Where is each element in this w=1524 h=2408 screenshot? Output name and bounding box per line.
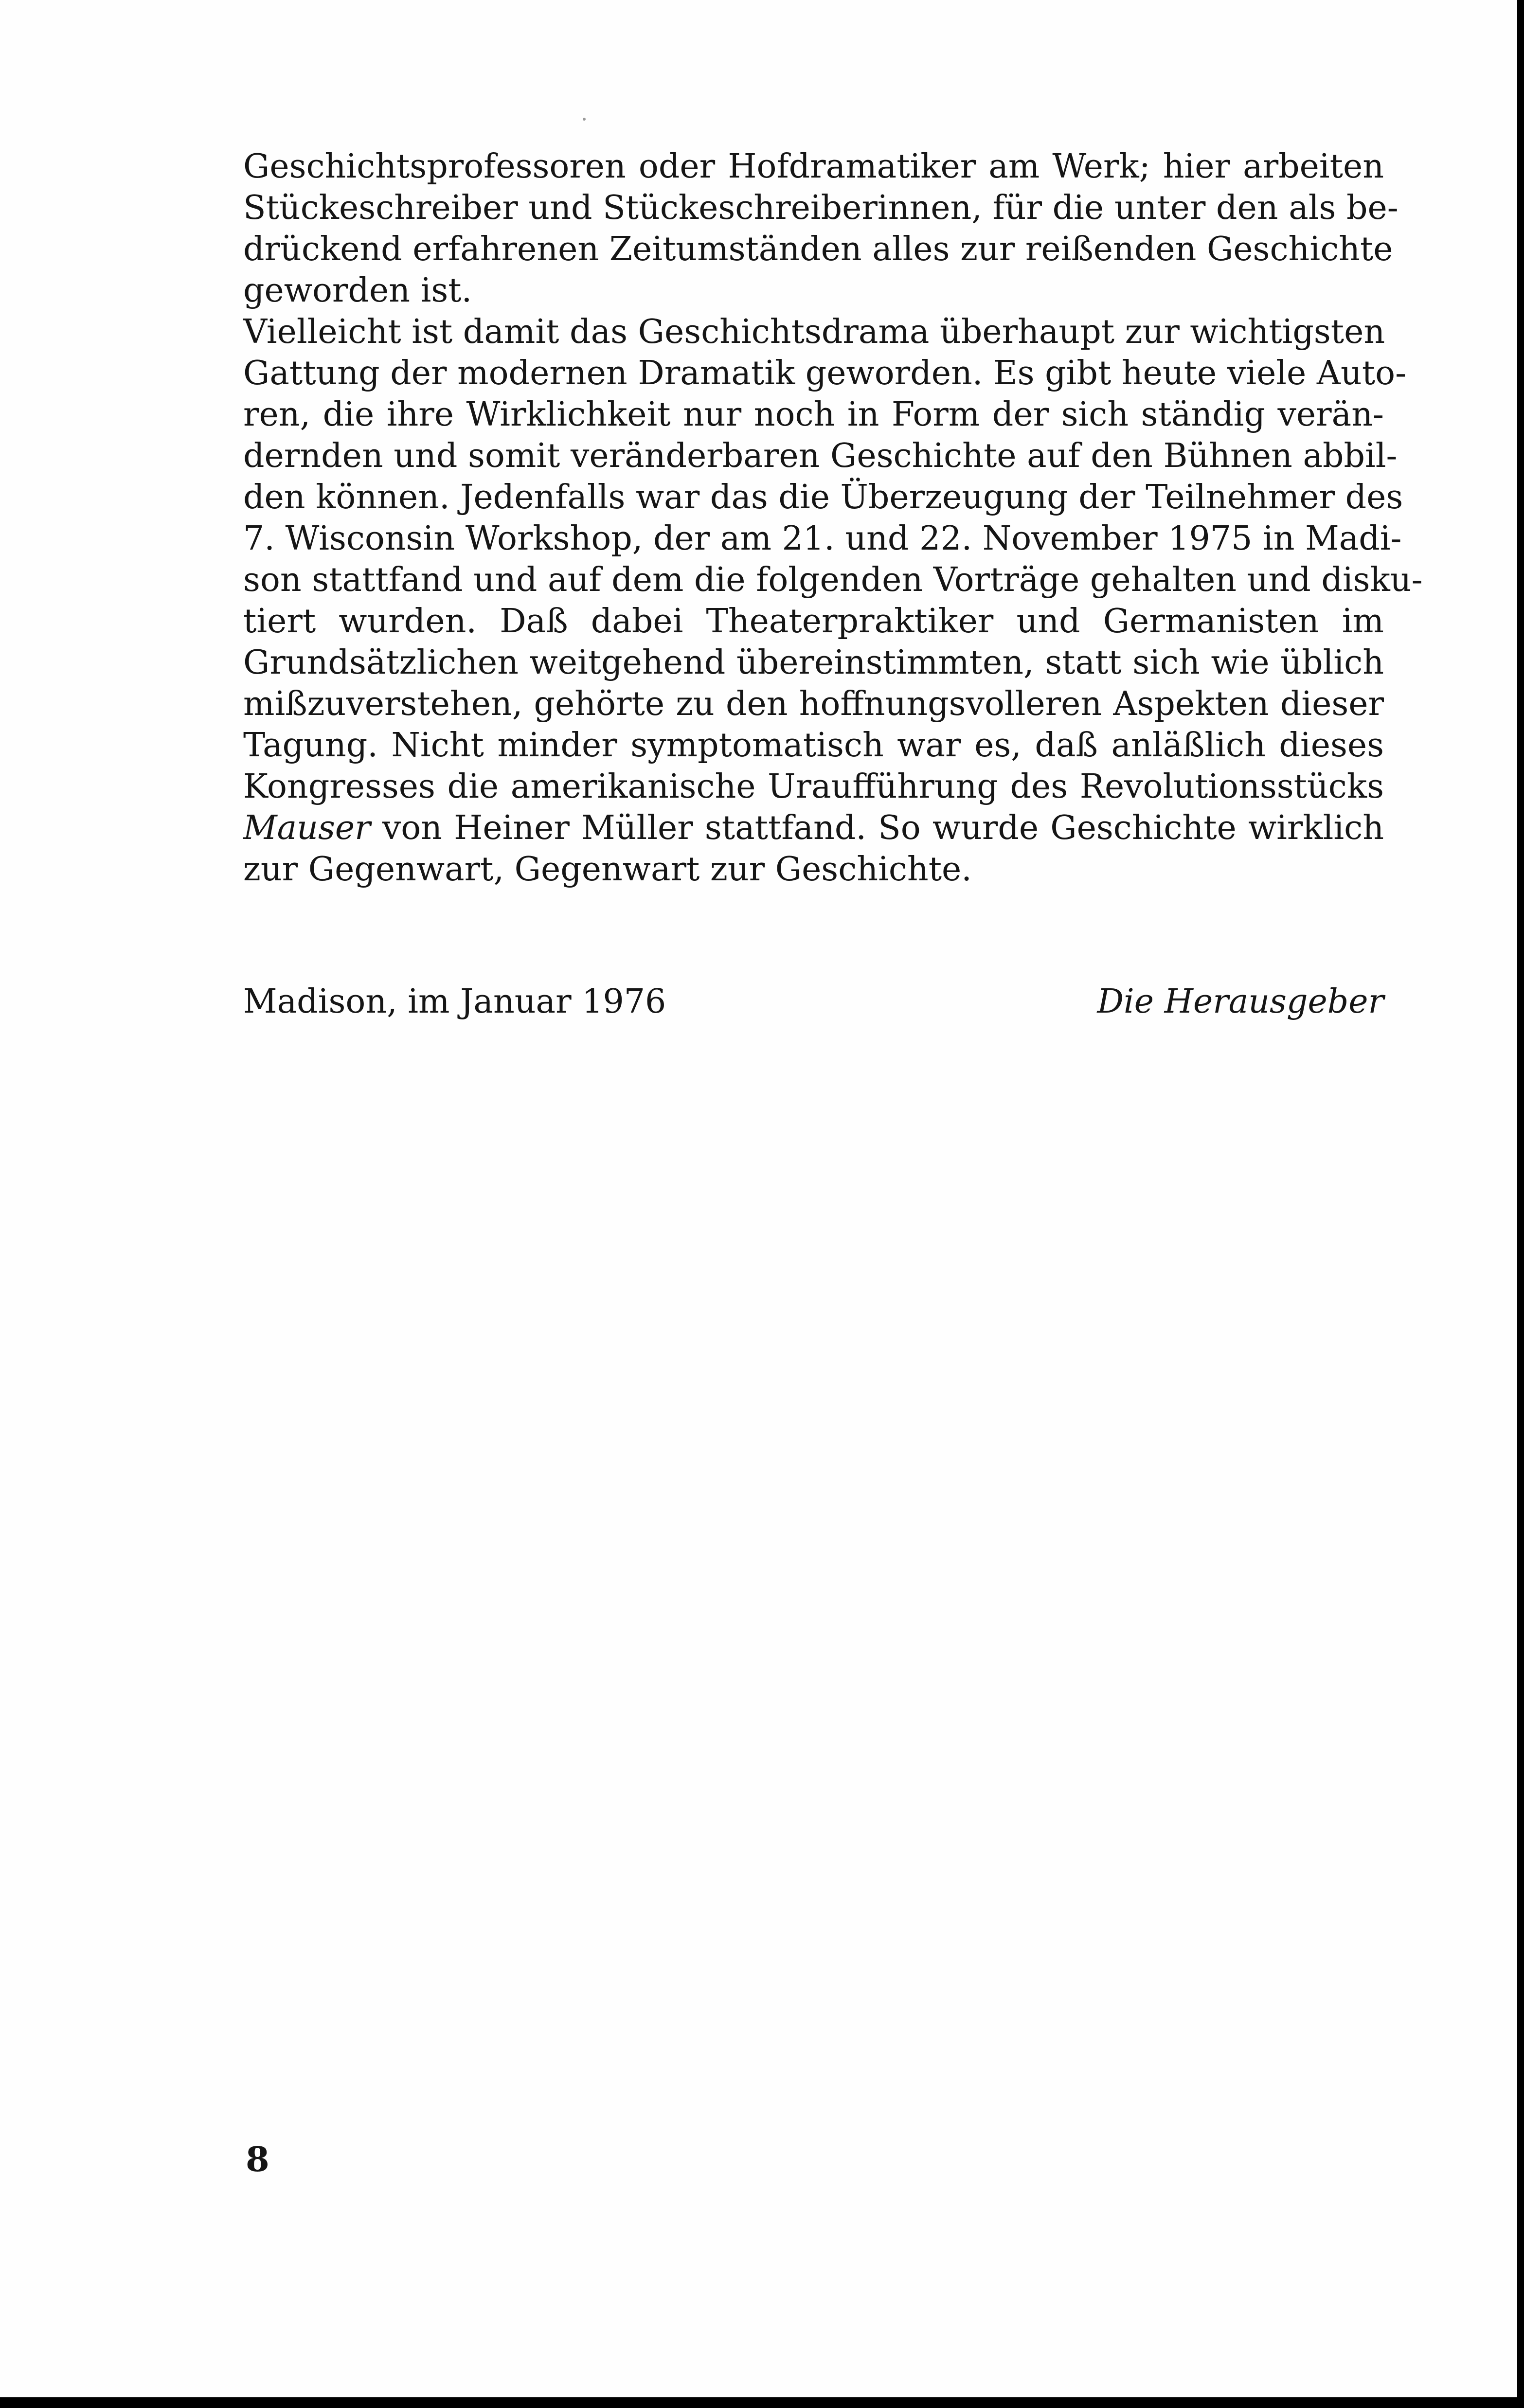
text-line: tiert wurden. Daß dabei Theaterpraktiker und Germanisten im xyxy=(243,602,1384,641)
text-line: Geschichtsprofessoren oder Hofdramatiker am Werk; hier arbeiten xyxy=(243,147,1384,186)
scan-border-bottom xyxy=(0,2397,1524,2408)
text-line: Grundsätzlichen weitgehend übereinstimmten, statt sich wie üblich xyxy=(243,643,1384,682)
work-title: Mauser xyxy=(243,809,371,847)
text-line: drückend erfahrenen Zeitumständen alles zur reißenden Geschichte xyxy=(243,230,1393,268)
text-line: Vielleicht ist damit das Geschichtsdrama überhaupt zur wichtigsten xyxy=(243,313,1385,351)
editors-signature: Die Herausgeber xyxy=(1097,982,1384,1021)
text-line: 7. Wisconsin Workshop, der am 21. und 22. November 1975 in Madi- xyxy=(243,519,1402,558)
text-line: den können. Jedenfalls war das die Überzeugung der Teilnehmer des xyxy=(243,478,1403,517)
body-text xyxy=(243,146,1423,890)
text-line: zur Gegenwart, Gegenwart zur Geschichte. xyxy=(243,850,972,889)
text-line: ren, die ihre Wirklichkeit nur noch in Form der sich ständig verän- xyxy=(243,395,1384,434)
text-line-with-title xyxy=(243,807,1384,849)
text-line: Stückeschreiber und Stückeschreiberinnen, für die unter den als be- xyxy=(243,189,1398,227)
scan-speck xyxy=(583,118,586,121)
text-line: son stattfand und auf dem die folgenden Vorträge gehalten und disku- xyxy=(243,561,1423,599)
page-number: 8 xyxy=(246,2139,269,2179)
text-line: Tagung. Nicht minder symptomatisch war es, daß anläßlich dieses xyxy=(243,726,1384,765)
text-line: dernden und somit veränderbaren Geschichte auf den Bühnen abbil- xyxy=(243,437,1398,475)
signoff xyxy=(243,980,1384,1024)
text-line: Gattung der modernen Dramatik geworden. Es gibt heute viele Auto- xyxy=(243,354,1407,392)
text-line: geworden ist. xyxy=(243,271,472,310)
text-line: mißzuverstehen, gehörte zu den hoffnungsvolleren Aspekten dieser xyxy=(243,685,1384,723)
scan-border-right xyxy=(1517,0,1524,2408)
text-line: Kongresses die amerikanische Uraufführung des Revolutionsstücks xyxy=(243,767,1384,806)
place-date: Madison, im Januar 1976 xyxy=(243,982,666,1021)
text-line-rest: von Heiner Müller stattfand. So wurde Geschichte wirklich xyxy=(382,809,1384,847)
